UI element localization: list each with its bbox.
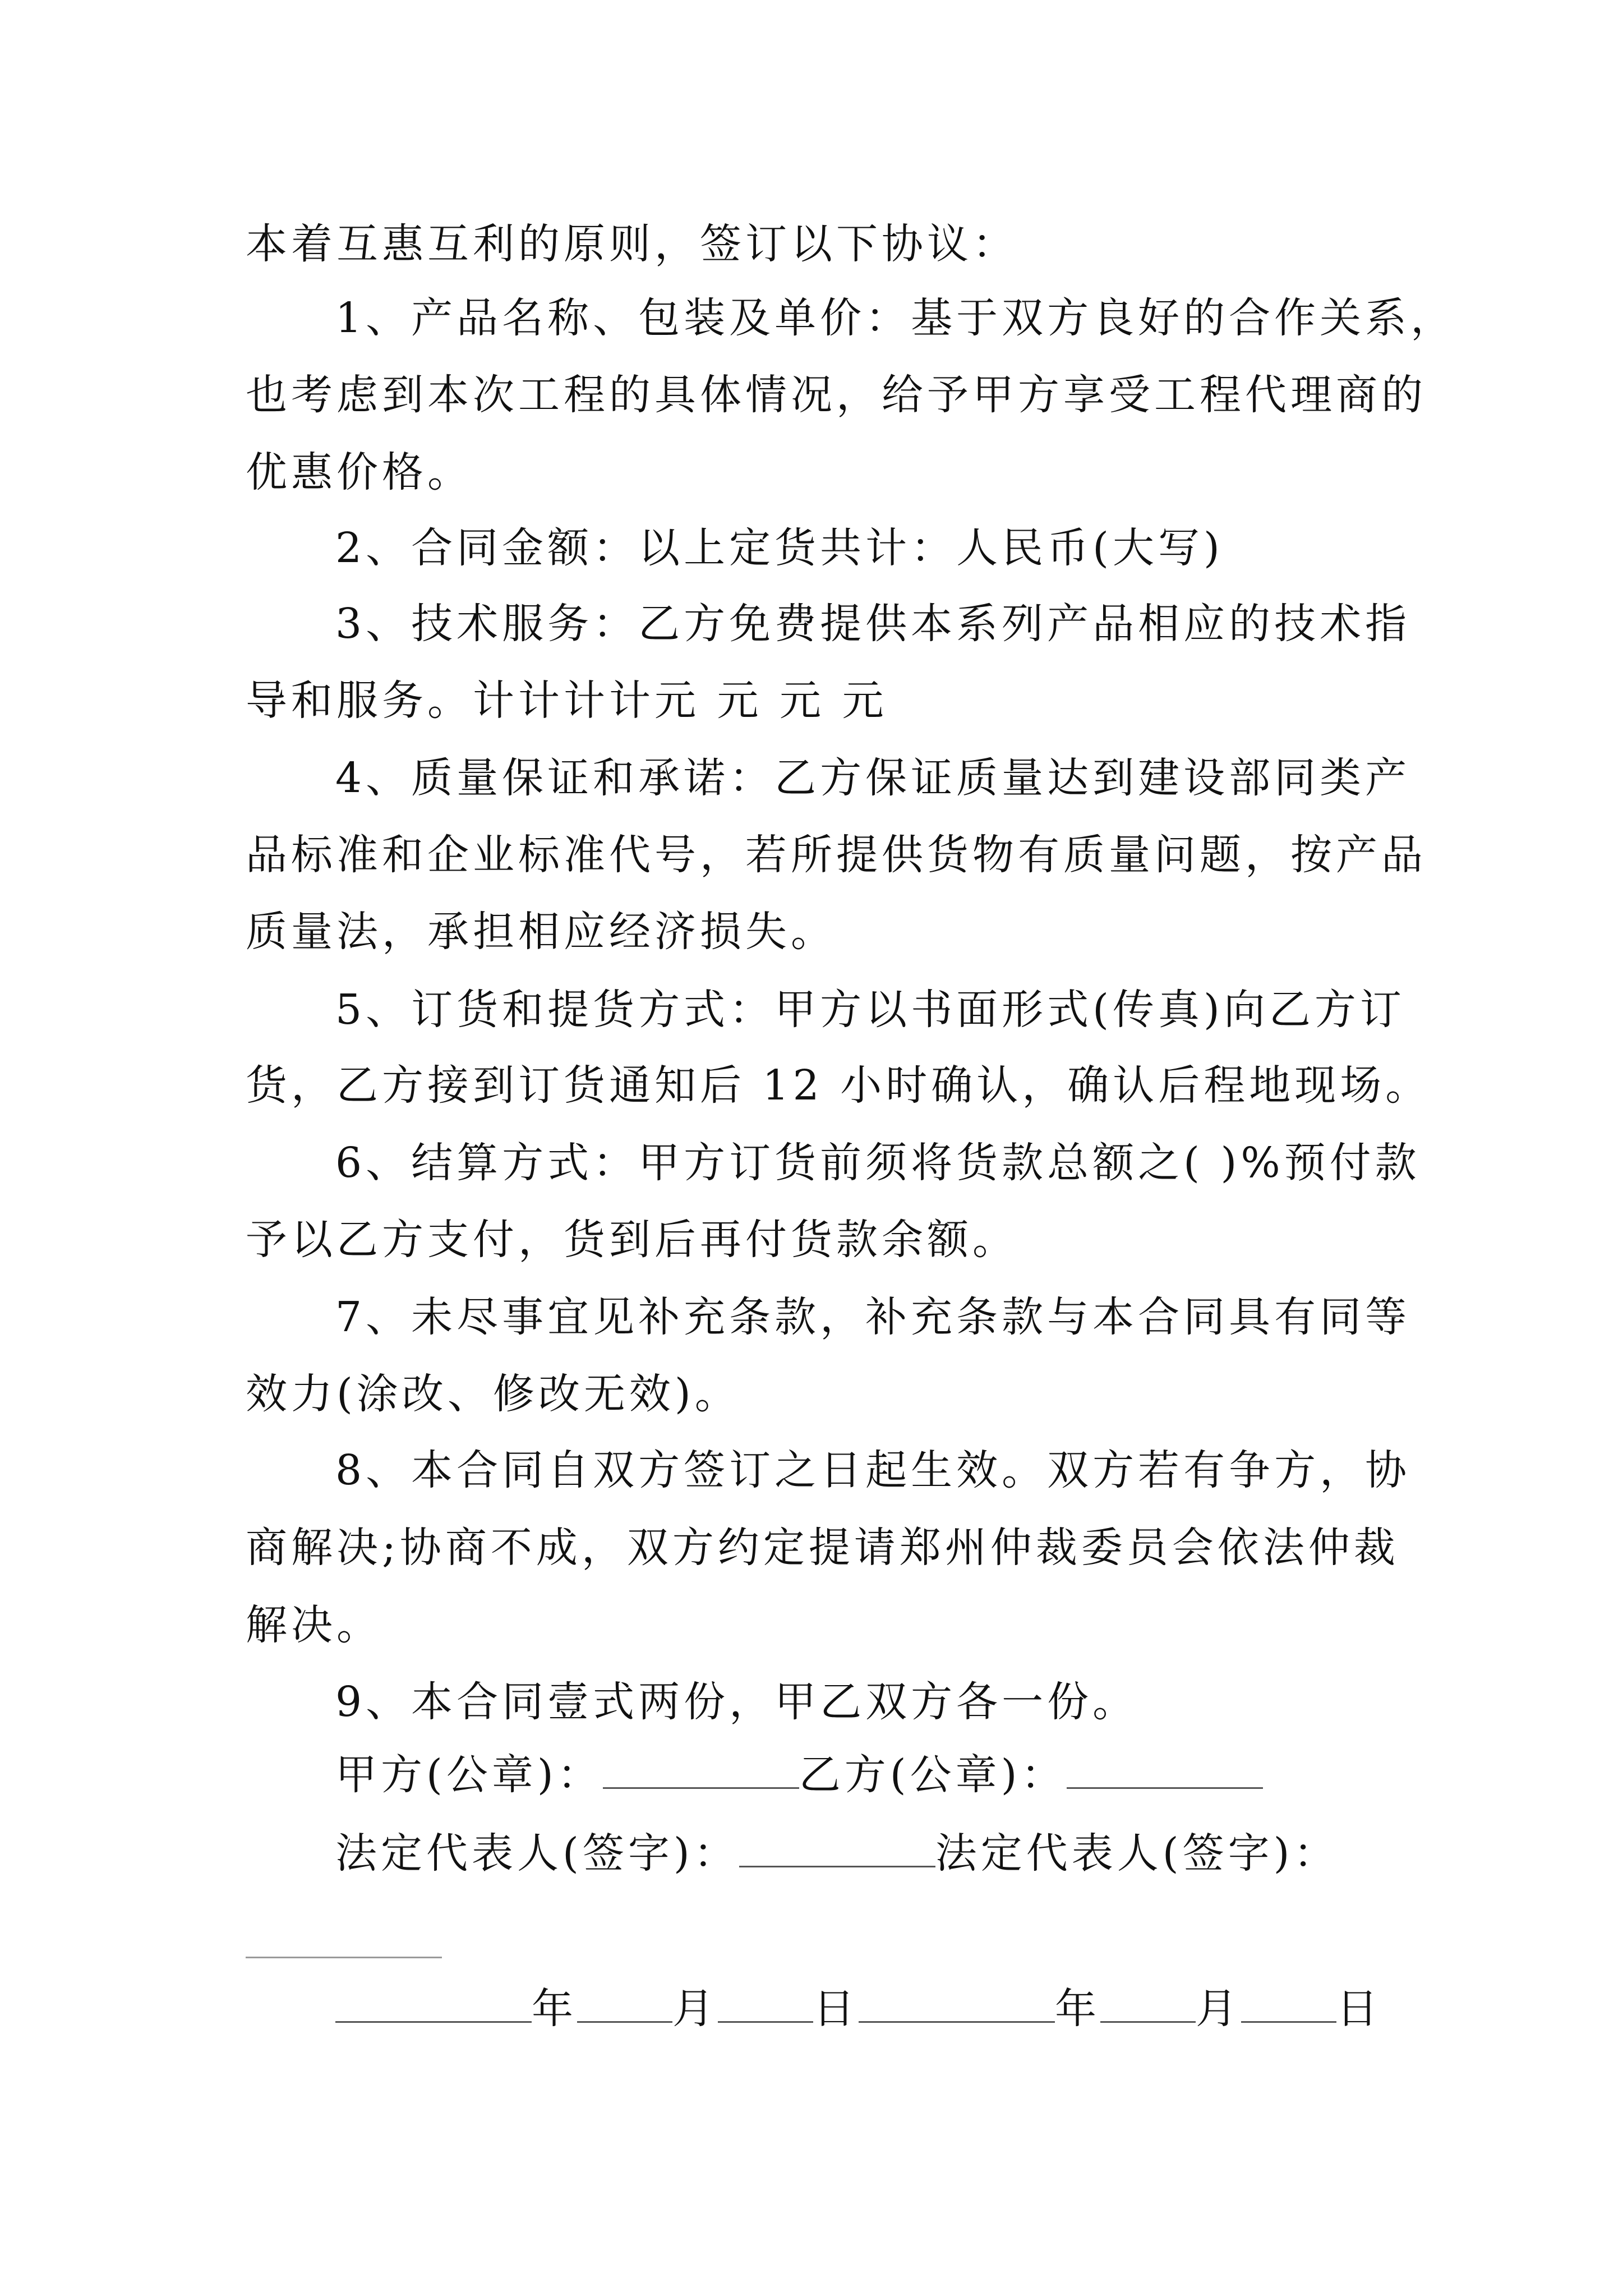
intro-text: 本着互惠互利的原则，签订以下协议： [246, 220, 1018, 268]
party-a-year-label: 年 [532, 1984, 577, 2033]
party-a-rep-blank[interactable] [739, 1830, 935, 1867]
clause-3-line-1: 3、技术服务：乙方免费提供本系列产品相应的技术指 [335, 600, 1411, 648]
party-b-rep-label: 法定代表人(签字)： [935, 1829, 1339, 1878]
party-a-month-blank[interactable] [577, 1986, 672, 2023]
clause-8-line-3: 解决。 [246, 1601, 382, 1649]
party-b-seal-label: 乙方(公章)： [799, 1750, 1067, 1799]
clause-1-line-1: 1、产品名称、包装及单价：基于双方良好的合作关系， [335, 294, 1456, 342]
clause-1-line-2: 也考虑到本次工程的具体情况，给予甲方享受工程代理商的 [246, 371, 1427, 419]
party-b-seal-blank[interactable] [1067, 1752, 1263, 1789]
party-b-year-label: 年 [1055, 1984, 1100, 2033]
clause-3-line-2: 导和服务。计计计计元 元 元 元 [246, 677, 888, 725]
clause-4-line-3: 质量法，承担相应经济损失。 [246, 908, 836, 956]
party-a-day-blank[interactable] [718, 1986, 813, 2023]
clause-5-line-1: 5、订货和提货方式：甲方以书面形式(传真)向乙方订 [335, 986, 1405, 1034]
clause-2-line-1: 2、合同金额：以上定货共计：人民币(大写) [335, 524, 1224, 572]
clause-4-line-2: 品标准和企业标准代号，若所提供货物有质量问题，按产品 [246, 831, 1427, 879]
party-a-rep-label: 法定代表人(签字)： [335, 1829, 739, 1878]
party-b-month-label: 月 [1196, 1984, 1241, 2033]
seal-line [335, 1750, 1263, 1799]
representative-line [335, 1829, 1339, 1878]
party-a-year-blank[interactable] [335, 1986, 532, 2023]
clause-4-line-1: 4、质量保证和承诺：乙方保证质量达到建设部同类产 [335, 754, 1411, 802]
clause-1-line-3: 优惠价格。 [246, 448, 473, 496]
clause-8-line-1: 8、本合同自双方签订之日起生效。双方若有争方，协 [335, 1446, 1411, 1494]
clause-6-line-1: 6、结算方式：甲方订货前须将货款总额之( )%预付款 [335, 1139, 1421, 1187]
clause-7-line-1: 7、未尽事宜见补充条款，补充条款与本合同具有同等 [335, 1293, 1411, 1341]
party-b-day-blank[interactable] [1241, 1986, 1336, 2023]
date-line [335, 1984, 1382, 2033]
party-a-month-label: 月 [672, 1984, 718, 2033]
party-b-year-blank[interactable] [859, 1986, 1055, 2023]
party-a-seal-blank[interactable] [603, 1752, 799, 1789]
party-a-day-label: 日 [813, 1984, 859, 2033]
clause-5-line-2: 货，乙方接到订货通知后 12 小时确认，确认后程地现场。 [246, 1061, 1431, 1110]
clause-7-line-2: 效力(涂改、修改无效)。 [246, 1370, 740, 1418]
clause-9-line-1: 9、本合同壹式两份，甲乙双方各一份。 [335, 1678, 1138, 1726]
signature-overflow-rule [246, 1957, 442, 1958]
party-b-day-label: 日 [1336, 1984, 1382, 2033]
clause-8-line-2: 商解决;协商不成，双方约定提请郑州仲裁委员会依法仲裁 [246, 1524, 1399, 1572]
clause-6-line-2: 予以乙方支付，货到后再付货款余额。 [246, 1216, 1018, 1264]
party-b-month-blank[interactable] [1100, 1986, 1196, 2023]
party-a-seal-label: 甲方(公章)： [335, 1750, 603, 1799]
